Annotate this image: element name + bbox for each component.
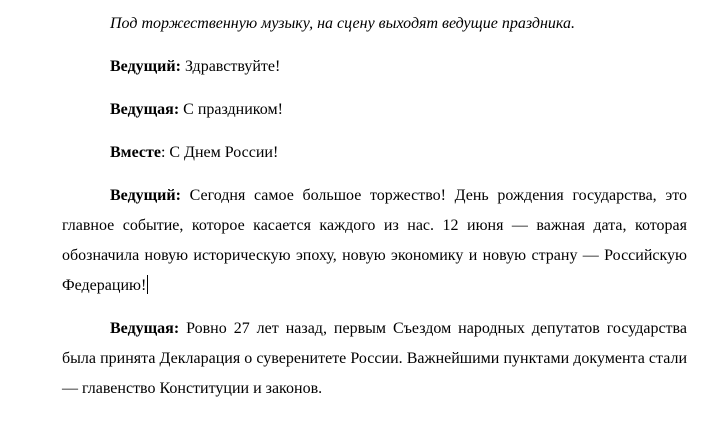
paragraph-text: Здравствуйте! — [180, 58, 281, 75]
paragraph-greeting-host — [62, 52, 687, 82]
document-body[interactable] — [62, 0, 687, 404]
speaker-label: Ведущая: — [110, 320, 180, 337]
speaker-label: Ведущий: — [110, 187, 181, 204]
speaker-label: Вместе — [110, 144, 161, 161]
text-cursor — [147, 275, 148, 294]
paragraph-host-speech — [62, 181, 687, 301]
paragraph-together — [62, 138, 687, 168]
speaker-label: Ведущая: — [110, 101, 180, 118]
paragraph-text: Ровно 27 лет назад, первым Съездом народных депутатов государства была принята Декларация о суверенитете России. Важнейшими пунктами документа стали — главенство Конституции и законов. — [62, 320, 687, 397]
paragraph-greeting-hostess — [62, 95, 687, 125]
speaker-label: Ведущий: — [110, 58, 181, 75]
paragraph-text: : С Днем России! — [160, 144, 279, 161]
paragraph-text: Сегодня самое большое торжество! День рождения государства, это главное событие, которое касается каждого из нас. 12 июня — важная дата, которая обозначила новую историческую эпоху, новую экономику и новую страну — Российскую Федерацию! — [62, 187, 687, 294]
stage-direction: Под торжественную музыку, на сцену выходят ведущие праздника. — [110, 15, 575, 32]
paragraph-text: С праздником! — [179, 101, 283, 118]
paragraph-hostess-speech — [62, 314, 687, 404]
